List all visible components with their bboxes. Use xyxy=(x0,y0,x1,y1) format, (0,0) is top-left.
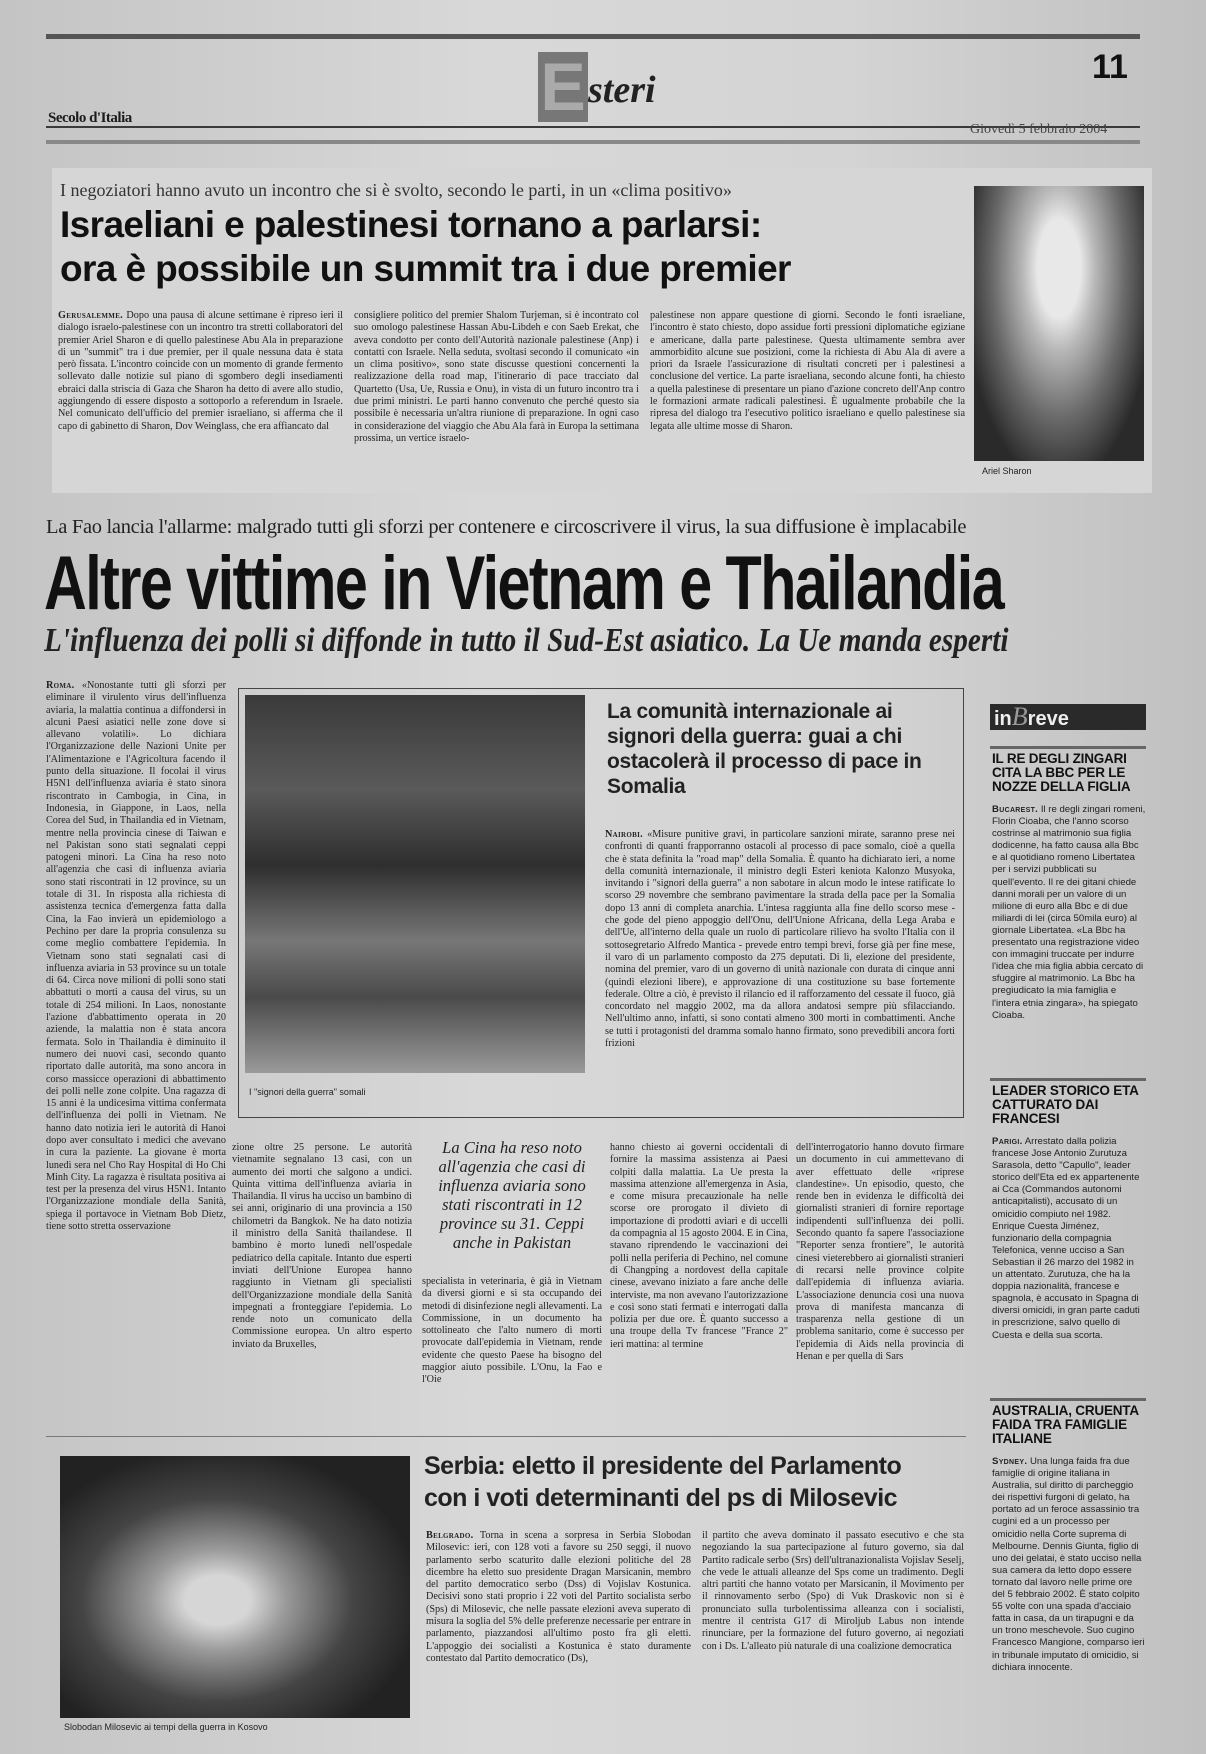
breve-title: AUSTRALIA, CRUENTA FAIDA TRA FAMIGLIE ITALIANE xyxy=(992,1403,1139,1446)
breve-sidebar xyxy=(984,690,1152,1740)
flu-headline: Altre vittime in Vietnam e Thailandia xyxy=(44,541,1004,625)
flu-col-5: dell'interrogatorio hanno dovuto firmare un documento in cui ammettevano di aver effettuato delle «riprese clandestine». Un episodio, questo, che rende ben in evidenza le difficoltà dei giornalisti stranieri di fornire reportage indipendenti sull'influenza dei polli. Secondo quanto fa sapere l'associazione "Reporter senza frontiere", le autorità cinesi vieterebbero ai giornalisti stranieri di recarsi nelle province colpite dall'epidemia di influenza aviaria. L'associazione denuncia così una nuova prova di manifesta mancanza di trasparenza nella gestione di un problema sanitario, come è successo per l'epidemia di Aids nella provincia di Henan e per quella di Sars xyxy=(796,1142,964,1363)
section-rest: steri xyxy=(588,69,656,111)
flu-kicker: La Fao lancia l'allarme: malgrado tutti gli sforzi per contenere e circoscrivere il virus, la sua diffusione è implacabile xyxy=(46,516,967,538)
breve-header: inBreve xyxy=(990,704,1146,730)
israel-headline-1: Israeliani e palestinesi tornano a parlarsi: xyxy=(60,204,762,245)
flu-col-3: specialista in veterinaria, è già in Vietnam da diversi giorni e si sta occupando dei metodi di disinfezione negli allevamenti. La Commissione, in un documento ha sottolineato che l'alto numero di morti provocate dall'epidemia in Vietnam, rende evidente che questo Paese ha bisogno del maggior aiuto possibile. L'Onu, la Fao e l'Oie xyxy=(422,1276,602,1386)
serbia-col-1: Belgrado. Torna in scena a sorpresa in Serbia Slobodan Milosevic: ieri, con 128 voti a favore su 250 seggi, il nuovo parlamento serbo scaturito dalle elezioni politiche del 28 dicembre ha eletto suo presidente Dragan Marsicanin, membro del partito democratico serbo (Dss) di Vojislav Kostunica. Decisivi sono stati proprio i 22 voti del Partito socialista serbo (Sps) di Milosevic, che nelle passate elezioni aveva superato di misura la soglia del 5% delle preferenze necessarie per entrare in parlamento, piazzandosi all'ultimo posto fra gli eletti. L'appoggio dei socialisti a Kostunica è stato duramente contestato dal Partito democratico (Ds), xyxy=(426,1530,691,1664)
flu-col-2: zione oltre 25 persone. Le autorità vietnamite segnalano 13 casi, con un aumento dei morti che salgono a undici. Quinta vittima dell'influenza aviaria in Thailandia. Il virus ha ucciso un bambino di sei anni, originario di una provincia a 150 chilometri da Bangkok. Ne ha dato notizia il ministro della Sanità thailandese. Il bambino è morto lunedì nell'ospedale pediatrico della capitale. Intanto due esperti inviati dell'Unione Europea hanno raggiunto in Vietnam gli specialisti dell'Organizzazione mondiale della Sanità impegnati a fronteggiare l'epidemia. Lo rende noto un comunicato della Commissione europea. Un altro esperto inviato da Bruxelles, xyxy=(232,1142,412,1350)
page-number: 11 xyxy=(1092,48,1128,86)
serbia-headline-2: con i voti determinanti del ps di Milosevic xyxy=(424,1484,898,1512)
israel-col-1: Gerusalemme. Dopo una pausa di alcune settimane è ripreso ieri il dialogo israelo-palestinese con un incontro tra stretti collaboratori del premier Ariel Sharon e di quello palestinese Abu Ala in preparazione di un "summit" tra i due premier, per il quale nessuna data è stata però fissata. L'incontro coincide con un momento di grande fermento sollevato dalle notizie sul piano di sgombero degli insediamenti ebraici dalla striscia di Gaza che Sharon ha detto di avere allo studio, aggiungendo di essere disposto a sottoporlo a referendum in Israele. Nel comunicato dell'ufficio del premier israeliano, si afferma che il capo di gabinetto di Sharon, Dov Weinglass, che era affiancato dal xyxy=(58,310,343,432)
somalia-headline: La comunità internazionale ai signori della guerra: guai a chi ostacolerà il processo di pace in Somalia xyxy=(607,700,922,798)
somalia-article xyxy=(238,688,964,1118)
flu-col-1: Roma. «Nonostante tutti gli sforzi per eliminare il virulento virus dell'influenza aviaria, la malattia continua a diffondersi in alcuni Paesi asiatici nelle zone dove si allevano volatili». Lo dichiara l'Organizzazione delle Nazioni Unite per l'Alimentazione e l'Agricoltura facendo il punto della situazione. Il focolai il virus H5N1 dell'influenza aviaria è stato sinora riscontrato in Cambogia, in Cina, in Indonesia, in Giappone, in Laos, nella Corea del Sud, in Thailandia ed in Vietnam, mentre nella provincia cinese di Taiwan e nel Pakistan sono stati segnalati ceppi patogeni minori. La Cina ha reso noto all'agenzia che casi di influenza aviaria sono stati riscontrati in 12 province, su un totale di 31. In risposta alla richiesta di assistenza tecnica d'emergenza fatta dalla Cina, la Fao invierà un epidemiologo a Pechino per dare la propria consulenza su come meglio combattere l'epidemia. In Vietnam sono stati segnalati casi di influenza aviaria in 53 province su un totale di 64. Circa nove milioni di polli sono stati abbattuti o morti a causa del virus, su un totale di 254 milioni. In Laos, nonostante l'azione d'abbattimento operata in 20 aziende, la malattia non è stata ancora fermata. Solo in Thailandia è diminuito il numero dei nuovi casi, secondo quanto riportato dalle autorità, ma sono ancora in corso massicce operazioni di abbattimento dei polli nelle zone colpite. Una ragazza di 15 anni è la undicesima vittima confermata dell'influenza dei polli in Vietnam. Ne hanno dato notizia ieri le autorità di Hanoi dopo aver consultato i medici che avevano in cura la paziente. La giovane è morta lunedì sera nel Cho Ray Hospital di Ho Chi Minh City. La ragazza è risultata positiva ai test per la presenza del virus H5N1. Intanto l'Organizzazione mondiale della Sanità, spiega il portavoce in Vietnam Bob Dietz, tiene sotto stretta osservazione xyxy=(46,680,226,1233)
breve-divider xyxy=(990,1398,1146,1401)
breve-title: IL RE DEGLI ZINGARI CITA LA BBC PER LE NOZZE DELLA FIGLIA xyxy=(992,751,1131,794)
flu-pull-quote: La Cina ha reso noto all'agenzia che casi di influenza aviaria sono stati riscontrati in 12 province su 31. Ceppi anche in Pakistan xyxy=(438,1138,586,1252)
sharon-photo xyxy=(974,186,1144,461)
somalia-photo xyxy=(245,695,585,1073)
breve-body: Sydney. Una lunga faida fra due famiglie di origine italiana in Australia, sul diritto di parcheggio dei rispettivi furgoni di gelato, ha portato ad un feroce assassinio tra cugini ed a un processo per omicidio nella Corte suprema di Melbourne. Dennis Giunta, figlio di uno dei gelatai, è stato ucciso nella sua camera da letto dopo essere tornato dal lavoro nelle prime ore del 5 febbraio 2002. È stato colpito 55 volte con una spada d'acciaio fatta in casa, da un tirapugni e da un trono meschevole. Suo cugino Francesco Mangione, comparso ieri in tribunale imputato di omicidio, si dichiara innocente. xyxy=(992,1456,1145,1673)
top-rule xyxy=(46,34,1140,39)
breve-divider xyxy=(990,1078,1146,1081)
breve-divider xyxy=(990,746,1146,749)
breve-body: Bucarest. Il re degli zingari romeni, Florin Cioaba, che l'anno scorso costrinse al matrimonio sua figlia dodicenne, ha fatto causa alla Bbc e al quotidiano romeno Libertatea per i servizi pubblicati su quell'evento. Il re dei gitani chiede danni morali per un valore di un milione di euro alla Bbc e di due miliardi di lei (circa 50mila euro) al giornale Libertatea. «La Bbc ha presentato una registrazione video con immagini truccate per indurre l'idea che mia figlia abbia cercato di sfuggire al matrimonio. La Bbc ha pregiudicato la mia famiglia e l'intera etnia zingara», ha spiegato Cioaba. xyxy=(992,804,1146,1021)
israel-col-2: consigliere politico del premier Shalom Turjeman, si è incontrato col suo omologo palestinese Hassan Abu-Libdeh e con Saeb Erekat, che aveva condotto per conto dell'Autorità nazionale palestinese (Anp) i contatti con Israele. Nella seduta, svoltasi secondo il comunicato «in un clima positivo», sono state discusse questioni concernenti la realizzazione della road map, l'itinerario di pace tracciato dal Quartetto (Usa, Ue, Russia e Onu), in vista di un futuro incontro tra i due primi ministri. Le parti hanno convenuto che perché questo sia possibile è necessaria un'altra riunione di preparazione. In ogni caso in considerazione del viaggio che Abu Ala farà in Europa la settimana prossima, un vertice israelo- xyxy=(354,310,639,444)
breve-body: Parigi. Arrestato dalla polizia francese Jose Antonio Zurutuza Sarasola, detto "Capullo", leader storico dell'Eta ed ex appartenente ai Cca (Commandos autonomi anticapitalisti), accusato di un omicidio compiuto nel 1982. Enrique Cuesta Jiménez, funzionario della compagnia Telefonica, venne ucciso a San Sebastian il 26 marzo del 1982 in un attentato. Zurutuza, che ha la doppia nazionalità, francese e spagnola, è accusato in Spagna di diversi omicidi, in gran parte caduti in prescrizione, salvo quello di Cuesta e della sua scorta. xyxy=(992,1136,1140,1341)
masthead-bottom-rule xyxy=(46,140,1140,144)
flu-subheadline-wrap xyxy=(44,622,1154,670)
serbia-top-rule xyxy=(46,1436,966,1437)
issue-date: Giovedì 5 febbraio 2004 xyxy=(970,122,1108,137)
serbia-col-2: il partito che aveva dominato il passato esecutivo e che sta negoziando la sua partecipazione al futuro governo, sia dal Partito radicale serbo (Srs) dell'ultranazionalista Vojislav Seselj, che vede le attuali alleanze del Sps come un tradimento. Degli altri partiti che hanno votato per Marsicanin, il Movimento per il rinnovamento serbo (Spo) di Vuk Draskovic non si è pronunciato sulla turbolentissima alleanza con i socialisti, mentre il centrista G17 di Miroljub Labus non intende rinunciare, per la formazione del futuro governo, ai negoziati con i Ds. L'alleato più naturale di una coalizione democratica xyxy=(702,1530,964,1652)
israel-headline-2: ora è possibile un summit tra i due premier xyxy=(60,248,791,289)
flu-col-4: hanno chiesto ai governi occidentali di fornire la massima assistenza ai Paesi colpiti dalla malattia. La Ue presta la massima attenzione all'emergenza in Asia, e come misura precauzionale ha nelle scorse ore prorogato il divieto di importazione di prodotti aviari e di uccelli da compagnia al 15 agosto 2004. E in Cina, stavano riprendendo le vaccinazioni dei polli nella periferia di Pechino, nel comune di Changping a nordovest della capitale cinese, avevano iniziato a fare anche delle interviste, ma non avevano l'autorizzazione e così sono stati fermati e interrogati dalla polizia per due ore. È quanto successo a una troupe della Tv francese "France 2" ieri mattina: al termine xyxy=(610,1142,788,1350)
section-initial: E xyxy=(538,52,588,122)
israel-kicker: I negoziatori hanno avuto un incontro che si è svolto, secondo le parti, in un «clima positivo» xyxy=(60,180,732,200)
somalia-body: Nairobi. «Misure punitive gravi, in particolare sanzioni mirate, saranno prese nei confronti di quanti frapporranno ostacoli al processo di pace somalo, cioè a quella che è stata definita la "road map" della Somalia. È quanto ha dichiarato ieri, a nome della comunità internazionale, il ministro degli Esteri keniota Kalonzo Musyoka, invitando i "signori della guerra" a non sabotare in alcun modo le intese ratificate lo scorso 29 novembre che sembrano pavimentare la strada della pace per la Somalia dopo 13 anni di completa anarchia. L'intesa raggiunta alla fine dello scorso mese - che gode del pieno appoggio dell'Onu, dell'Unione Africana, della Lega Araba e dell'Ue, all'interno della quale un ruolo di particolare rilievo ha svolto l'Italia con il sottosegretario Alfredo Mantica - prevede entro tempi brevi, forse già per fine mese, il varo di un parlamento composto da 275 deputati. Di lì, elezione del presidente, nomina del premier, varo di un governo di unità nazionale con durata di cinque anni (quindi elezioni libere), e approvazione di una costituzione su base fortemente federale. Oltre a ciò, è previsto il rilancio ed il rafforzamento del cessate il fuoco, già concordato nel maggio 2002, ma da allora andatosi sempre più sfilacciando. Nell'ultimo anno, infatti, si sono contati almeno 300 morti in combattimenti. Anche se tutti i protagonisti del dramma somalo hanno firmato, sono prevedibili ancora forti frizioni xyxy=(605,829,955,1050)
israel-article xyxy=(52,168,1152,493)
sharon-caption: Ariel Sharon xyxy=(982,466,1032,476)
breve-title: LEADER STORICO ETA CATTURATO DAI FRANCESI xyxy=(992,1083,1139,1126)
paper-name: Secolo d'Italia xyxy=(48,110,132,126)
milosevic-caption: Slobodan Milosevic ai tempi della guerra in Kosovo xyxy=(64,1722,268,1732)
flu-headline-wrap xyxy=(44,540,1154,625)
section-title xyxy=(538,49,656,125)
milosevic-photo xyxy=(60,1456,410,1718)
israel-col-3: palestinese non appare questione di giorni. Secondo le fonti israeliane, l'incontro è stato chiesto, dopo assidue forti pressioni diplomatiche egiziane e americane, dalla parte palestinese. Questa ultimamente sembra aver ammorbidito alcune sue posizioni, come la richiesta di Abu Ala di avere a priori da Israele l'assicurazione di risultati concreti per i palestinesi a conclusione del vertice. La parte israeliana, secondo alcune fonti, ha chiesto a quella palestinese di presentare un piano d'azione concreto dell'Anp contro le formazioni armate radicali palestinesi. È ugualmente probabile che la ripresa del dialogo tra l'esecutivo politico israeliano e quello palestinese sia legata alle ultime mosse di Sharon. xyxy=(650,310,965,432)
flu-subheadline: L'influenza dei polli si diffonde in tutto il Sud-Est asiatico. La Ue manda esperti xyxy=(44,622,1009,659)
somalia-caption: I "signori della guerra" somali xyxy=(249,1087,366,1097)
serbia-headline-1: Serbia: eletto il presidente del Parlamento xyxy=(424,1452,902,1480)
